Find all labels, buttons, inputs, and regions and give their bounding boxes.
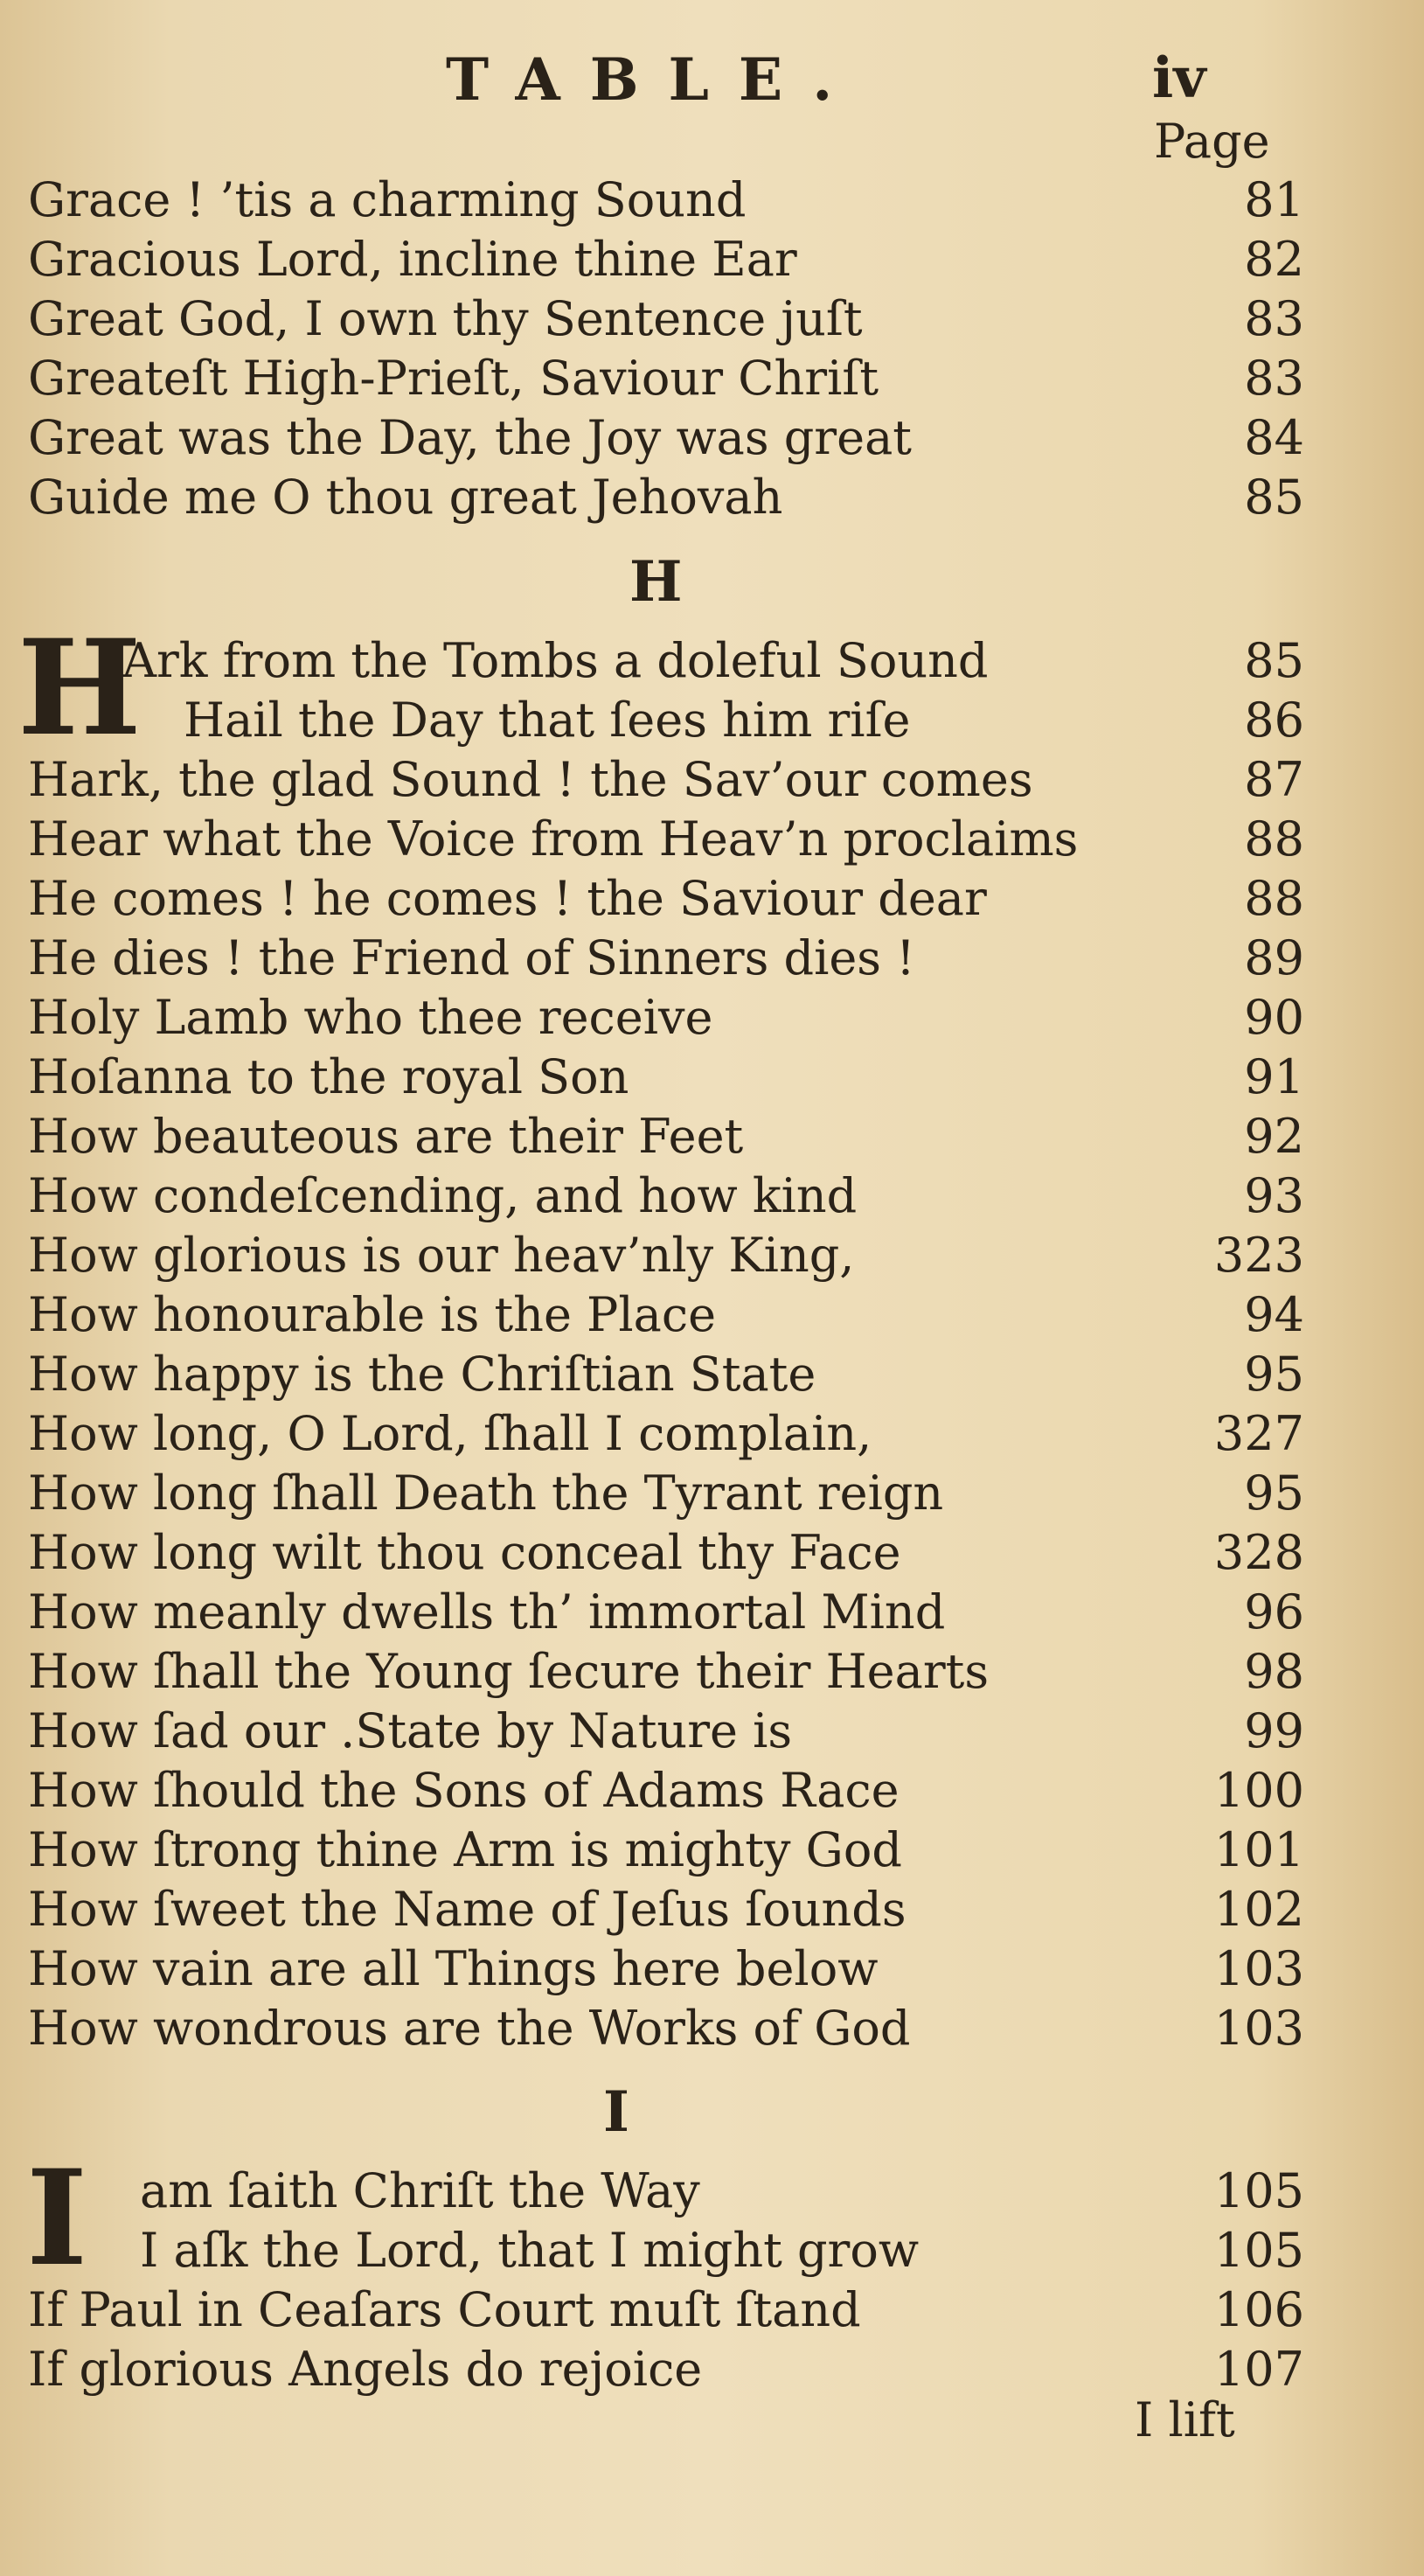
- index-entry: [28, 171, 1304, 230]
- index-entry: [28, 2280, 1304, 2340]
- entry-page: 105: [1213, 2223, 1304, 2278]
- entry-title: Great God, I own thy Sentence juſt: [28, 291, 863, 346]
- section-letter-i: I: [603, 2079, 629, 2145]
- entry-title: How condeſcending, and how kind: [28, 1168, 858, 1223]
- entry-page: 81: [1244, 172, 1304, 227]
- page-title: TABLE.: [446, 45, 863, 114]
- index-entry: [28, 1285, 1304, 1345]
- entry-page: 82: [1244, 232, 1304, 287]
- entry-title: How beauteous are their Feet: [28, 1109, 744, 1164]
- catchword: I lift: [1135, 2392, 1235, 2447]
- entry-title: If Paul in Ceaſars Court muſt ſtand: [28, 2282, 861, 2337]
- index-entry: [28, 230, 1304, 289]
- entry-page: 328: [1213, 1525, 1304, 1580]
- dropcap-i: I: [26, 2141, 88, 2295]
- index-entry: [28, 810, 1304, 869]
- index-entry: [140, 2221, 1304, 2280]
- index-entry: [28, 1642, 1304, 1702]
- entry-page: 86: [1244, 693, 1304, 748]
- entry-page: 106: [1213, 2282, 1304, 2337]
- entry-title: If glorious Angels do rejoice: [28, 2342, 703, 2397]
- index-entry: [28, 988, 1304, 1048]
- entry-title: How long, O Lord, ſhall I complain,: [28, 1406, 872, 1461]
- entry-title: Hoſanna to the royal Son: [28, 1049, 629, 1104]
- entry-title: How vain are all Things here below: [28, 1941, 879, 1996]
- entry-page: 101: [1213, 1822, 1304, 1877]
- entry-title: Hail the Day that ſees him riſe: [184, 693, 911, 748]
- index-entry: [28, 1761, 1304, 1821]
- index-entry: [28, 1404, 1304, 1464]
- entry-title: How ſtrong thine Arm is mighty God: [28, 1822, 902, 1877]
- index-entry: [28, 2340, 1304, 2399]
- entry-page: 96: [1244, 1584, 1304, 1640]
- entry-page: 88: [1244, 871, 1304, 926]
- entry-page: 95: [1244, 1466, 1304, 1521]
- entry-page: 90: [1244, 990, 1304, 1045]
- index-entry: [28, 869, 1304, 929]
- index-entry: [28, 1523, 1304, 1583]
- entry-page: 85: [1244, 633, 1304, 688]
- entry-page: 103: [1213, 1941, 1304, 1996]
- entry-page: 83: [1244, 351, 1304, 406]
- entry-title: Hear what the Voice from Heav’n proclaims: [28, 811, 1079, 867]
- index-entry: [28, 408, 1304, 468]
- entry-title: Ark from the Tombs a doleful Sound: [122, 633, 989, 688]
- entry-page: 88: [1244, 811, 1304, 867]
- index-entry: [28, 1226, 1304, 1285]
- index-entry: [28, 289, 1304, 349]
- index-entry: [28, 929, 1304, 988]
- entry-title: Greateſt High-Prieſt, Saviour Chriſt: [28, 351, 879, 406]
- entry-title: How meanly dwells th’ immortal Mind: [28, 1584, 946, 1640]
- index-entry: [28, 1464, 1304, 1523]
- index-entry: [28, 1999, 1304, 2058]
- entry-page: 84: [1244, 410, 1304, 465]
- entry-page: 102: [1213, 1882, 1304, 1937]
- index-entry: [28, 1821, 1304, 1880]
- entry-title: How happy is the Chriſtian State: [28, 1347, 816, 1402]
- section-letter-h: H: [629, 549, 683, 615]
- entry-title: How long ſhall Death the Tyrant reign: [28, 1466, 944, 1521]
- entry-title: How honourable is the Place: [28, 1287, 717, 1342]
- entry-title: He dies ! the Friend of Sinners dies !: [28, 930, 915, 985]
- entry-title: Guide me O thou great Jehovah: [28, 470, 783, 525]
- entry-page: 100: [1213, 1763, 1304, 1818]
- entry-page: 323: [1213, 1228, 1304, 1283]
- entry-page: 94: [1244, 1287, 1304, 1342]
- page-column-header: Page: [1154, 114, 1270, 169]
- entry-page: 99: [1244, 1703, 1304, 1758]
- index-entry: [140, 2162, 1304, 2221]
- running-header: [0, 45, 1424, 115]
- entry-page: 85: [1244, 470, 1304, 525]
- entry-title: am ſaith Chriſt the Way: [140, 2163, 700, 2218]
- entry-title: How ſweet the Name of Jeſus ſounds: [28, 1882, 906, 1937]
- entry-page: 98: [1244, 1644, 1304, 1699]
- entry-title: Hark, the glad Sound ! the Sav’our comes: [28, 752, 1033, 807]
- entry-page: 87: [1244, 752, 1304, 807]
- entry-title: He comes ! he comes ! the Saviour dear: [28, 871, 987, 926]
- index-entry: [184, 691, 1304, 750]
- entry-title: Gracious Lord, incline thine Ear: [28, 232, 797, 287]
- entry-page: 91: [1244, 1049, 1304, 1104]
- index-entry: [28, 1880, 1304, 1939]
- entry-page: 105: [1213, 2163, 1304, 2218]
- index-entry: [28, 750, 1304, 810]
- entry-page: 89: [1244, 930, 1304, 985]
- index-entry: [28, 1107, 1304, 1166]
- entry-title: How long wilt thou conceal thy Face: [28, 1525, 901, 1580]
- entry-title: Grace ! ’tis a charming Sound: [28, 172, 747, 227]
- entry-page: 83: [1244, 291, 1304, 346]
- entry-page: 93: [1244, 1168, 1304, 1223]
- index-entry: [28, 468, 1304, 527]
- entry-title: Great was the Day, the Joy was great: [28, 410, 912, 465]
- entry-page: 103: [1213, 2001, 1304, 2056]
- page-number: iv: [1152, 45, 1206, 111]
- index-entry: [28, 1345, 1304, 1404]
- index-entry: [28, 1048, 1304, 1107]
- entry-page: 95: [1244, 1347, 1304, 1402]
- entry-page: 107: [1213, 2342, 1304, 2397]
- entry-title: How ſhould the Sons of Adams Race: [28, 1763, 900, 1818]
- entry-title: How ſhall the Young ſecure their Hearts: [28, 1644, 990, 1699]
- entry-title: I aſk the Lord, that I might grow: [140, 2223, 920, 2278]
- index-entry: [28, 1702, 1304, 1761]
- entry-title: How ſad our .State by Nature is: [28, 1703, 793, 1758]
- entry-title: How wondrous are the Works of God: [28, 2001, 911, 2056]
- index-entry: [28, 349, 1304, 408]
- entry-title: How glorious is our heav’nly King,: [28, 1228, 855, 1283]
- entry-title: Holy Lamb who thee receive: [28, 990, 713, 1045]
- index-entry: [28, 1166, 1304, 1226]
- index-entry: [28, 1939, 1304, 1999]
- entry-page: 92: [1244, 1109, 1304, 1164]
- index-entry: [122, 631, 1304, 691]
- index-entry: [28, 1583, 1304, 1642]
- entry-page: 327: [1213, 1406, 1304, 1461]
- dropcap-h: H: [17, 611, 142, 765]
